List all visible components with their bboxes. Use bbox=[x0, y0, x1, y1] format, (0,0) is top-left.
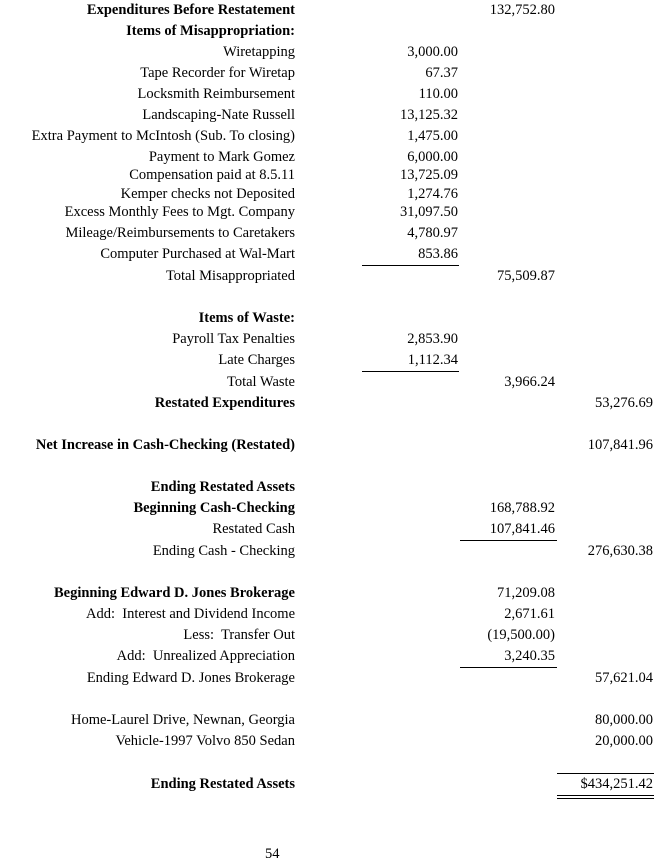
misappropriation-header: Items of Misappropriation: bbox=[126, 23, 295, 39]
ending-cash-label: Ending Cash - Checking bbox=[152, 543, 295, 559]
list-item bbox=[0, 64, 663, 83]
subtotal-rule bbox=[362, 371, 459, 372]
list-item bbox=[0, 330, 663, 349]
unrealized-row bbox=[0, 647, 663, 666]
item-label: Excess Monthly Fees to Mgt. Company bbox=[64, 204, 295, 220]
total-waste-label: Total Waste bbox=[226, 374, 295, 390]
ending-restated-assets-amount: $434,251.42 bbox=[580, 776, 653, 792]
subtotal-rule bbox=[460, 540, 557, 541]
interest-income-row bbox=[0, 605, 663, 624]
item-label: Mileage/Reimbursements to Caretakers bbox=[65, 225, 295, 241]
home-amount: 80,000.00 bbox=[595, 712, 653, 728]
list-item bbox=[0, 185, 663, 204]
unrealized-amount: 3,240.35 bbox=[504, 648, 555, 664]
restated-cash-label: Restated Cash bbox=[212, 521, 295, 537]
ending-restated-assets-label: Ending Restated Assets bbox=[150, 776, 295, 792]
total-misappropriated-amount: 75,509.87 bbox=[497, 268, 555, 284]
beginning-brokerage-row bbox=[0, 584, 663, 603]
list-item bbox=[0, 351, 663, 370]
ending-assets-header-row bbox=[0, 478, 663, 497]
beginning-cash-amount: 168,788.92 bbox=[489, 500, 555, 516]
grand-total-double-rule bbox=[557, 795, 654, 799]
list-item bbox=[0, 127, 663, 146]
item-amount: 1,112.34 bbox=[407, 352, 458, 368]
ending-brokerage-label: Ending Edward D. Jones Brokerage bbox=[86, 670, 295, 686]
total-rule bbox=[557, 773, 654, 774]
item-label: Wiretapping bbox=[223, 44, 295, 60]
unrealized-label: Add: Unrealized Appreciation bbox=[116, 648, 295, 664]
interest-income-label: Add: Interest and Dividend Income bbox=[86, 606, 295, 622]
restated-cash-row bbox=[0, 520, 663, 539]
expenditures-before-label: Expenditures Before Restatement bbox=[86, 2, 295, 18]
item-label: Extra Payment to McIntosh (Sub. To closing) bbox=[31, 128, 295, 144]
total-misappropriated-label: Total Misappropriated bbox=[165, 268, 295, 284]
item-label: Late Charges bbox=[218, 352, 295, 368]
interest-income-amount: 2,671.61 bbox=[504, 606, 555, 622]
total-waste-amount: 3,966.24 bbox=[504, 374, 555, 390]
net-increase-label: Net Increase in Cash-Checking (Restated) bbox=[35, 437, 295, 453]
item-label: Payment to Mark Gomez bbox=[148, 149, 295, 165]
restated-expenditures-label: Restated Expenditures bbox=[154, 395, 295, 411]
item-amount: 4,780.97 bbox=[407, 225, 458, 241]
ending-cash-amount: 276,630.38 bbox=[587, 543, 653, 559]
transfer-out-label: Less: Transfer Out bbox=[183, 627, 295, 643]
home-row bbox=[0, 711, 663, 730]
beginning-brokerage-amount: 71,209.08 bbox=[497, 585, 555, 601]
item-amount: 13,125.32 bbox=[400, 107, 458, 123]
vehicle-amount: 20,000.00 bbox=[595, 733, 653, 749]
item-label: Payroll Tax Penalties bbox=[172, 331, 295, 347]
ending-assets-header: Ending Restated Assets bbox=[150, 479, 295, 495]
ending-restated-assets-row bbox=[0, 775, 663, 794]
vehicle-label: Vehicle-1997 Volvo 850 Sedan bbox=[115, 733, 295, 749]
restated-expenditures-amount: 53,276.69 bbox=[595, 395, 653, 411]
list-item bbox=[0, 166, 663, 185]
ending-brokerage-row bbox=[0, 669, 663, 688]
item-amount: 853.86 bbox=[418, 246, 458, 262]
item-amount: 13,725.09 bbox=[400, 167, 458, 183]
waste-header-row bbox=[0, 309, 663, 328]
item-amount: 67.37 bbox=[425, 65, 458, 81]
item-label: Compensation paid at 8.5.11 bbox=[129, 167, 295, 183]
ending-brokerage-amount: 57,621.04 bbox=[595, 670, 653, 686]
beginning-cash-row bbox=[0, 499, 663, 518]
item-amount: 6,000.00 bbox=[407, 149, 458, 165]
item-amount: 110.00 bbox=[418, 86, 458, 102]
net-increase-amount: 107,841.96 bbox=[587, 437, 653, 453]
transfer-out-row bbox=[0, 626, 663, 645]
item-amount: 1,274.76 bbox=[407, 186, 458, 202]
item-label: Kemper checks not Deposited bbox=[120, 186, 295, 202]
subtotal-rule bbox=[362, 265, 459, 266]
list-item bbox=[0, 43, 663, 62]
list-item bbox=[0, 224, 663, 243]
expenditures-before-row bbox=[0, 1, 663, 20]
net-increase-row bbox=[0, 436, 663, 455]
page-number: 54 bbox=[265, 846, 280, 862]
misappropriation-header-row bbox=[0, 22, 663, 41]
list-item bbox=[0, 203, 663, 222]
item-label: Locksmith Reimbursement bbox=[137, 86, 295, 102]
subtotal-rule bbox=[460, 667, 557, 668]
total-waste-row bbox=[0, 373, 663, 392]
beginning-brokerage-label: Beginning Edward D. Jones Brokerage bbox=[53, 585, 295, 601]
total-misappropriated-row bbox=[0, 267, 663, 286]
item-label: Computer Purchased at Wal-Mart bbox=[100, 246, 295, 262]
item-amount: 2,853.90 bbox=[407, 331, 458, 347]
item-amount: 3,000.00 bbox=[407, 44, 458, 60]
home-label: Home-Laurel Drive, Newnan, Georgia bbox=[71, 712, 295, 728]
list-item bbox=[0, 148, 663, 167]
transfer-out-amount: (19,500.00) bbox=[487, 627, 555, 643]
item-label: Landscaping-Nate Russell bbox=[142, 107, 295, 123]
restated-expenditures-row bbox=[0, 394, 663, 413]
item-amount: 31,097.50 bbox=[400, 204, 458, 220]
item-label: Tape Recorder for Wiretap bbox=[140, 65, 295, 81]
list-item bbox=[0, 106, 663, 125]
restated-cash-amount: 107,841.46 bbox=[489, 521, 555, 537]
vehicle-row bbox=[0, 732, 663, 751]
list-item bbox=[0, 85, 663, 104]
item-amount: 1,475.00 bbox=[407, 128, 458, 144]
beginning-cash-label: Beginning Cash-Checking bbox=[133, 500, 295, 516]
expenditures-before-amount: 132,752.80 bbox=[489, 2, 555, 18]
ending-cash-row bbox=[0, 542, 663, 561]
waste-header: Items of Waste: bbox=[198, 310, 295, 326]
list-item bbox=[0, 245, 663, 264]
